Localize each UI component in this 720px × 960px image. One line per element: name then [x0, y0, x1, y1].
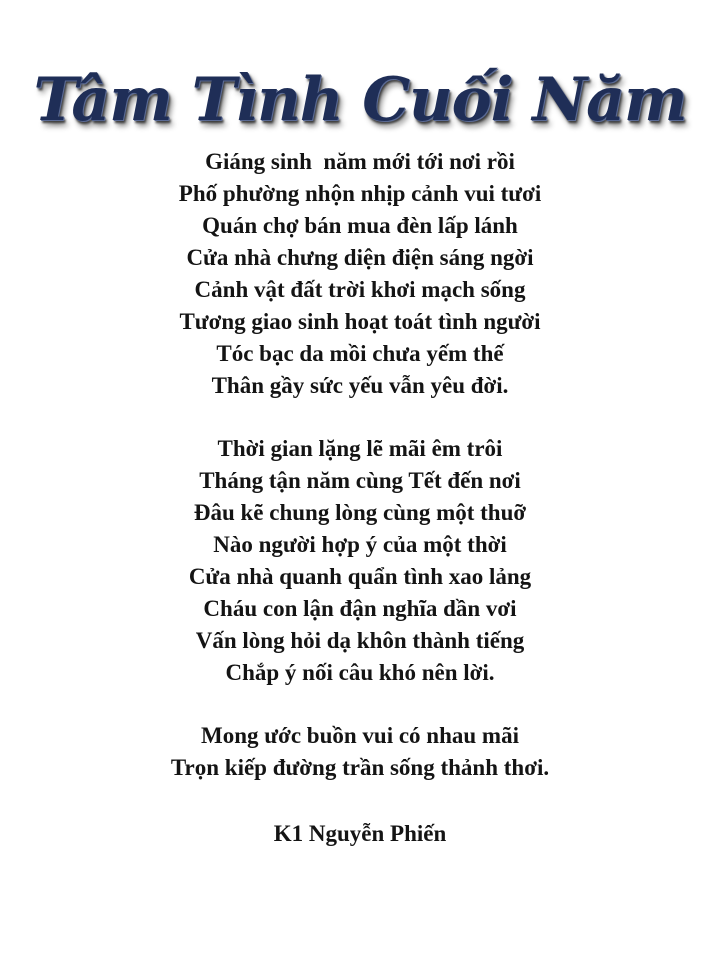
- poem-line: Tóc bạc da mồi chưa yếm thế: [216, 341, 504, 366]
- author-signature: K1 Nguyễn Phiến: [273, 821, 447, 846]
- poem-line: Cửa nhà quanh quẩn tình xao lảng: [188, 564, 532, 589]
- poem-line: Tương giao sinh hoạt toát tình người: [179, 309, 541, 334]
- poem-line: Thời gian lặng lẽ mãi êm trôi: [217, 436, 503, 461]
- poem-line: Đâu kẽ chung lòng cùng một thuỡ: [193, 500, 527, 525]
- poem-line: Cửa nhà chưng diện điện sáng ngời: [186, 245, 534, 270]
- title-area: [0, 52, 720, 152]
- poem-line: Cảnh vật đất trời khơi mạch sống: [194, 277, 526, 302]
- poem-line: Thân gầy sức yếu vẫn yêu đời.: [211, 373, 509, 398]
- poem-line: Giáng sinh năm mới tới nơi rồi: [205, 149, 515, 174]
- poem-line: Mong ước buồn vui có nhau mãi: [201, 723, 519, 748]
- poem-title: Tâm Tình Cuối Năm: [33, 65, 687, 135]
- poem-line: Cháu con lận đận nghĩa dần vơi: [203, 596, 517, 621]
- poem-body: [0, 146, 720, 784]
- poem-line: Phố phường nhộn nhịp cảnh vui tươi: [178, 181, 542, 206]
- poem-line: Trọn kiếp đường trần sống thảnh thơi.: [170, 755, 550, 780]
- stanza-3: [0, 720, 720, 784]
- poem-line: Tháng tận năm cùng Tết đến nơi: [199, 468, 521, 493]
- stanza-2: [0, 433, 720, 689]
- stanza-1: [0, 146, 720, 402]
- poem-line: Vấn lòng hỏi dạ khôn thành tiếng: [195, 628, 525, 653]
- poem-line: Nào người hợp ý của một thời: [213, 532, 507, 557]
- poem-line: Quán chợ bán mua đèn lấp lánh: [202, 213, 518, 238]
- poem-line: Chắp ý nối câu khó nên lời.: [225, 660, 495, 685]
